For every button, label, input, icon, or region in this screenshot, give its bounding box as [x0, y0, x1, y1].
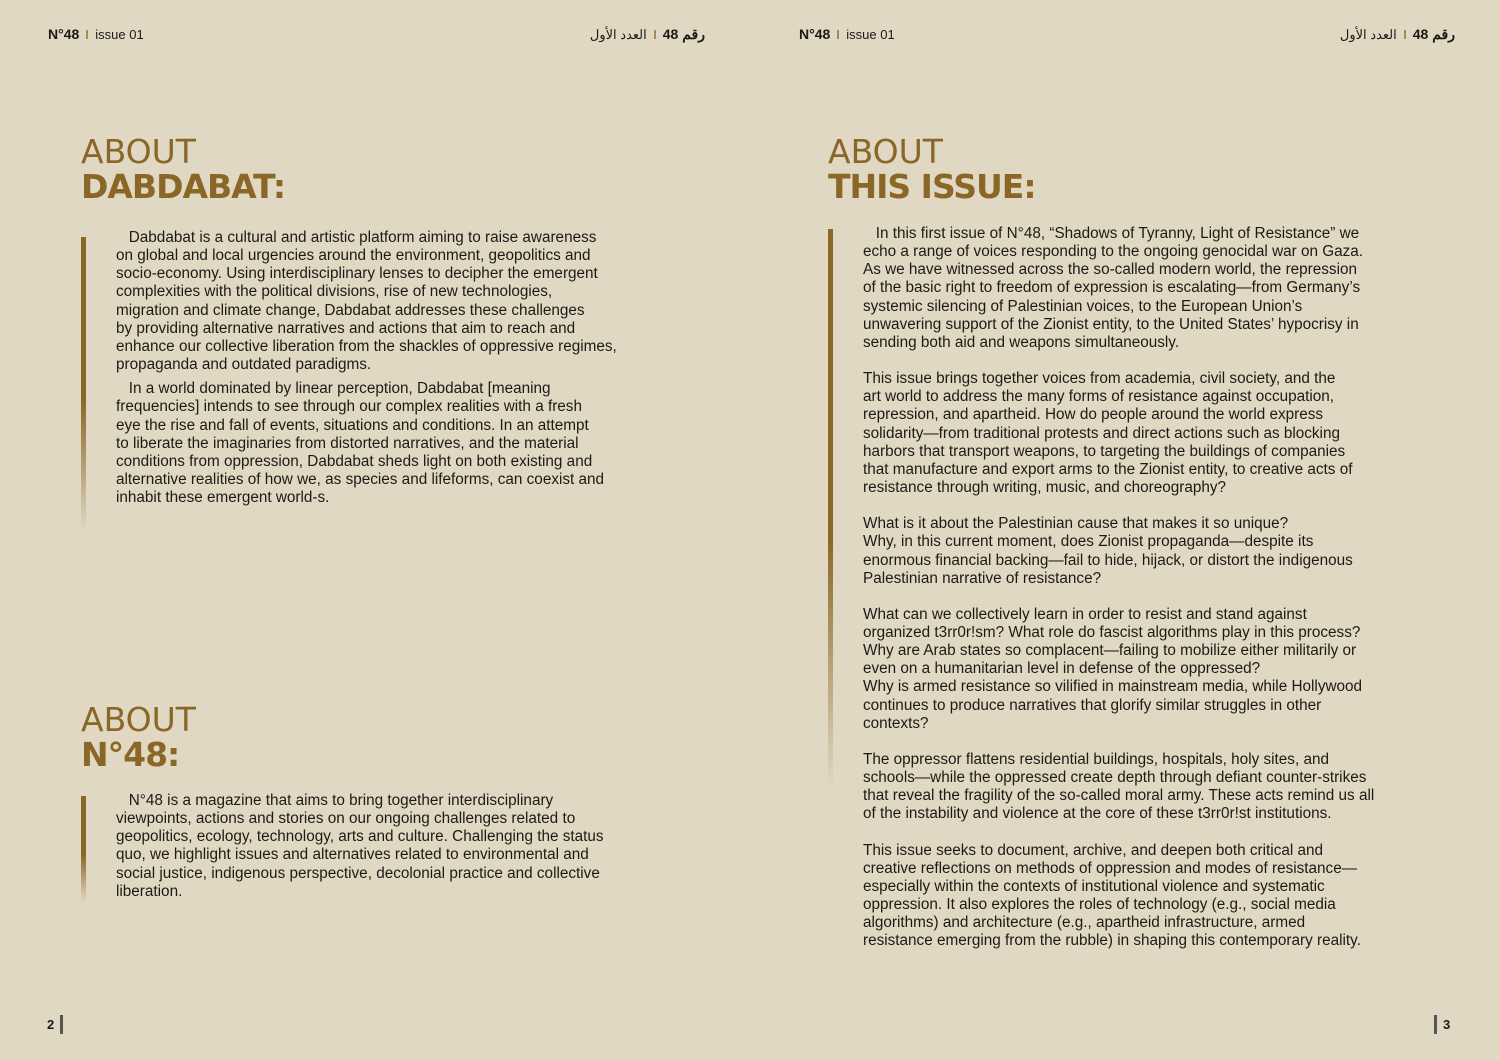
text-line: The oppressor flattens residential buildings, hospitals, holy sites, and	[863, 750, 1329, 768]
paragraph	[116, 229, 617, 374]
arabic-brand-label: رقم 48	[1412, 26, 1455, 42]
text-line: even on a humanitarian level in defense of the oppressed?	[863, 660, 1261, 678]
text-line: resistance emerging from the rubble) in shaping this contemporary reality.	[863, 932, 1361, 950]
page-number: 3	[1443, 1017, 1451, 1032]
text-line: viewpoints, actions and stories on our ongoing challenges related to	[116, 810, 576, 828]
about-dabdabat-body	[116, 229, 617, 507]
page-number-left	[47, 1015, 63, 1034]
text-line: alternative realities of how we, as species and lifeforms, can coexist and	[116, 471, 605, 489]
text-line: oppression. It also explores the roles of technology (e.g., social media	[863, 896, 1336, 913]
about-n48-heading	[81, 702, 196, 772]
divider	[1404, 30, 1406, 39]
text-line: eye the rise and fall of events, situations and conditions. In an attempt	[116, 416, 589, 434]
brand-label: N°48	[799, 26, 831, 42]
accent-bar	[81, 237, 86, 532]
text-line: Why, in this current moment, does Zionist propaganda—despite its	[863, 533, 1314, 551]
heading-top: ABOUT	[828, 132, 943, 171]
text-line: especially within the contexts of institutional violence and systematic	[863, 877, 1325, 895]
arabic-brand-label: رقم 48	[662, 26, 705, 42]
paragraph	[863, 515, 1374, 588]
text-line: continues to produce narratives that glorify similar struggles in other	[863, 696, 1322, 714]
heading-bottom: THIS ISSUE:	[828, 167, 1036, 206]
text-line: solidarity—from traditional protests and direct actions such as blocking	[863, 424, 1340, 442]
running-header-arabic-left	[590, 26, 705, 43]
text-line: art world to address the many forms of resistance against occupation,	[863, 388, 1335, 406]
text-line: This issue brings together voices from academia, civil society, and the	[863, 370, 1336, 388]
text-line: conditions from oppression, Dabdabat sheds light on both existing and	[116, 452, 593, 470]
text-line: algorithms) and architecture (e.g., apartheid infrastructure, armed	[863, 914, 1306, 932]
text-line: What is it about the Palestinian cause that makes it so unique?	[863, 515, 1289, 533]
text-line: of the basic right to freedom of expression is escalating—from Germany’s	[863, 279, 1361, 297]
text-line: What can we collectively learn in order to resist and stand against	[863, 605, 1307, 623]
text-line: sending both aid and weapons simultaneously.	[863, 333, 1180, 351]
text-line: enhance our collective liberation from the shackles of oppressive regimes,	[116, 337, 617, 355]
text-line: Palestinian narrative of resistance?	[863, 569, 1102, 587]
divider	[60, 1015, 63, 1034]
text-line: In a world dominated by linear perception, Dabdabat [meaning	[116, 380, 551, 398]
text-line: echo a range of voices responding to the ongoing genocidal war on Gaza.	[863, 243, 1364, 261]
accent-bar	[81, 796, 86, 902]
text-line: quo, we highlight issues and alternatives related to environmental and	[116, 846, 589, 864]
about-n48-body	[116, 792, 604, 901]
text-line: by providing alternative narratives and actions that aim to reach and	[116, 319, 576, 337]
text-line: resistance through writing, music, and choreography?	[863, 479, 1227, 497]
text-line: In this first issue of N°48, “Shadows of Tyranny, Light of Resistance” we	[863, 225, 1360, 242]
text-line: geopolitics, ecology, technology, arts and culture. Challenging the status	[116, 828, 604, 846]
text-line: propaganda and outdated paradigms.	[116, 356, 372, 374]
page-number: 2	[47, 1017, 55, 1032]
divider	[86, 30, 88, 39]
divider	[1434, 1015, 1437, 1034]
running-header-right	[799, 26, 895, 42]
text-line: social justice, indigenous perspective, decolonial practice and collective	[116, 864, 600, 882]
running-header-arabic-right	[1340, 26, 1455, 43]
heading-bottom: DABDABAT:	[81, 167, 286, 206]
text-line: migration and climate change, Dabdabat addresses these challenges	[116, 301, 585, 319]
divider	[654, 30, 656, 39]
brand-label: N°48	[48, 26, 80, 42]
text-line: on global and local urgencies around the environment, geopolitics and	[116, 247, 591, 265]
paragraph	[116, 380, 617, 507]
paragraph	[863, 842, 1374, 951]
text-line: creative reflections on methods of oppression and modes of resistance—	[863, 859, 1358, 877]
text-line: systemic silencing of Palestinian voices, to the European Union’s	[863, 297, 1303, 315]
text-line: liberation.	[116, 882, 183, 900]
text-line: harbors that transport weapons, to targeting the buildings of companies	[863, 442, 1346, 460]
text-line: Dabdabat is a cultural and artistic platform aiming to raise awareness	[116, 229, 597, 246]
text-line: organized t3rr0r!sm? What role do fascist algorithms play in this process?	[863, 623, 1361, 641]
text-line: Why is armed resistance so vilified in mainstream media, while Hollywood	[863, 678, 1363, 696]
text-line: contexts?	[863, 714, 929, 732]
text-line: socio-economy. Using interdisciplinary lenses to decipher the emergent	[116, 265, 598, 283]
page-number-right	[1434, 1015, 1450, 1034]
accent-bar	[828, 229, 833, 789]
text-line: to liberate the imaginaries from distorted narratives, and the material	[116, 434, 579, 452]
about-issue-body	[863, 225, 1374, 950]
divider	[837, 30, 839, 39]
text-line: inhabit these emergent world-s.	[116, 489, 330, 507]
text-line: This issue seeks to document, archive, and deepen both critical and	[863, 841, 1324, 859]
about-dabdabat-heading	[81, 134, 285, 204]
text-line: unwavering support of the Zionist entity, to the United States’ hypocrisy in	[863, 315, 1359, 333]
arabic-issue-label: العدد الأول	[589, 26, 647, 42]
heading-top: ABOUT	[81, 700, 196, 739]
paragraph	[863, 370, 1374, 497]
text-line: that reveal the fragility of the so-called moral army. These acts remind us all	[863, 787, 1375, 805]
text-line: enormous financial backing—fail to hide, hijack, or distort the indigenous	[863, 551, 1353, 569]
arabic-issue-label: العدد الأول	[1339, 26, 1397, 42]
text-line: schools—while the oppressed create depth through defiant counter-strikes	[863, 769, 1367, 787]
text-line: repression, and apartheid. How do people around the world express	[863, 406, 1324, 424]
text-line: As we have witnessed across the so-called modern world, the repression	[863, 261, 1357, 279]
text-line: complexities with the political divisions, rise of new technologies,	[116, 283, 553, 301]
text-line: of the instability and violence at the core of these t3rr0r!st institutions.	[863, 805, 1332, 823]
issue-label: issue 01	[846, 26, 895, 42]
text-line: frequencies] intends to see through our complex realities with a fresh	[116, 398, 582, 416]
issue-label: issue 01	[95, 26, 144, 42]
paragraph	[116, 792, 604, 901]
heading-bottom: N°48:	[81, 735, 180, 774]
text-line: N°48 is a magazine that aims to bring together interdisciplinary	[116, 792, 554, 809]
text-line: that manufacture and export arms to the Zionist entity, to creative acts of	[863, 460, 1353, 478]
heading-top: ABOUT	[81, 132, 196, 171]
paragraph	[863, 225, 1374, 352]
text-line: Why are Arab states so complacent—failing to mobilize either militarily or	[863, 642, 1357, 660]
running-header-left	[48, 26, 144, 42]
paragraph	[863, 751, 1374, 824]
paragraph	[863, 606, 1374, 733]
about-issue-heading	[828, 134, 1036, 204]
